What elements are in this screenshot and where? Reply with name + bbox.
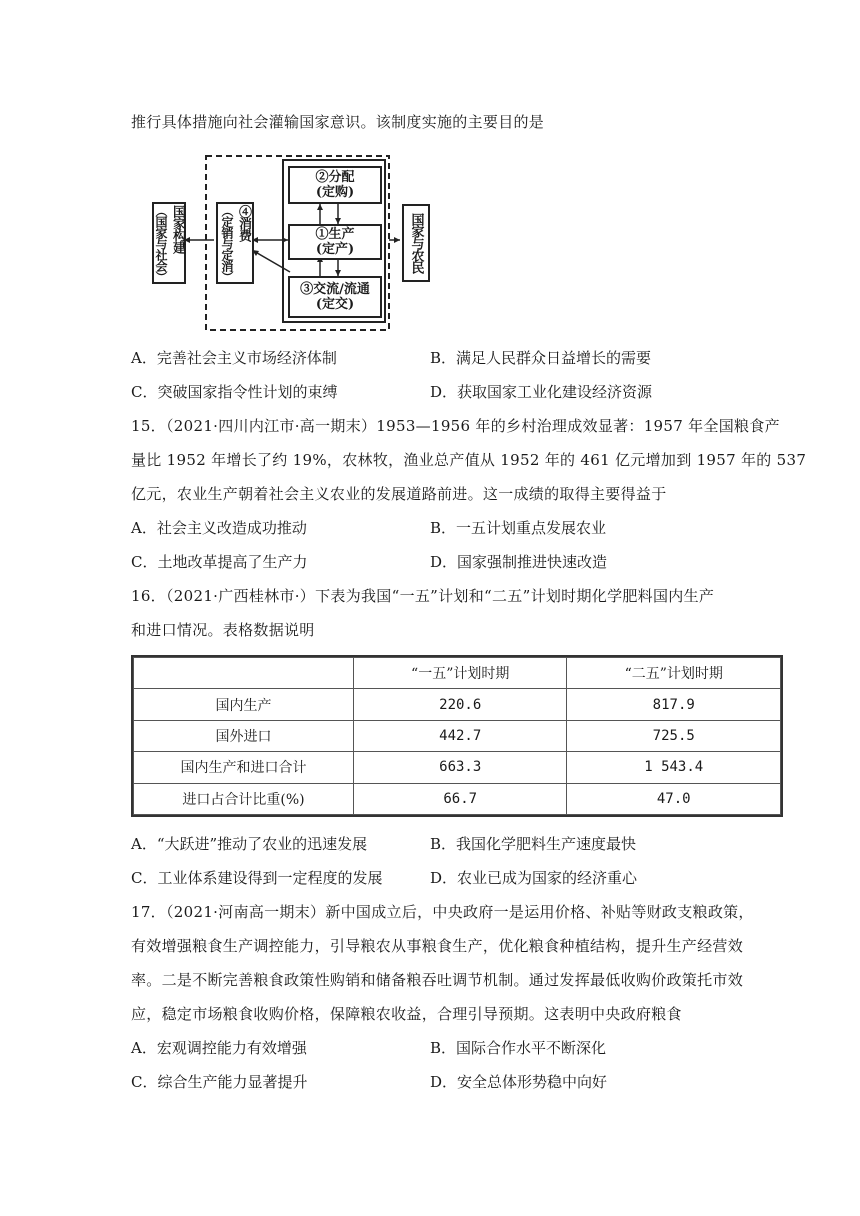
- box-production-note: (定产): [315, 242, 355, 257]
- table-header-cell: “二五”计划时期: [567, 658, 781, 689]
- q14-option-a[interactable]: A．完善社会主义市场经济体制: [131, 349, 337, 367]
- table-cell: 442.7: [353, 720, 567, 751]
- table-row: [134, 720, 781, 751]
- table-cell: 663.3: [353, 752, 567, 783]
- q17-option-a[interactable]: A．宏观调控能力有效增强: [131, 1039, 307, 1057]
- table-cell: 66.7: [353, 783, 567, 814]
- box-consumption-note: （定销与定消）: [220, 204, 234, 282]
- q16-stem-line-1: 16．（2021·广西桂林市·）下表为我国“一五”计划和“二五”计划时期化学肥料国内生产: [131, 587, 715, 605]
- fertilizer-table: [131, 655, 783, 817]
- box-circulation: [288, 276, 382, 318]
- q17-stem-line-4: 应，稳定市场粮食收购价格，保障粮农收益，合理引导预期。这表明中央政府粮食: [131, 1005, 682, 1023]
- box-circulation-note: (定交): [315, 297, 355, 312]
- table-header-cell: [134, 658, 354, 689]
- q14-option-b[interactable]: B．满足人民群众日益增长的需要: [430, 349, 652, 367]
- box-circulation-title: ③交流/流通: [300, 282, 370, 297]
- box-state-building-note: （国家与社会）: [154, 204, 168, 282]
- q17-option-c[interactable]: C．综合生产能力显著提升: [131, 1073, 308, 1091]
- q15-stem-line-2: 量比 1952 年增长了约 19%，农林牧，渔业总产值从 1952 年的 461 亿元增加到 1957 年的 537: [131, 451, 807, 469]
- q14-option-d[interactable]: D．获取国家工业化建设经济资源: [430, 383, 653, 401]
- table-cell: 817.9: [567, 689, 781, 720]
- table-header-row: [134, 658, 781, 689]
- table-cell: 220.6: [353, 689, 567, 720]
- q17-stem-line-3: 率。二是不断完善粮食政策性购销和储备粮吞吐调节机制。通过发挥最低收购价政策托市效: [131, 971, 744, 989]
- table-row-label: 国内生产和进口合计: [134, 752, 354, 783]
- q16-option-a[interactable]: A．“大跃进”推动了农业的迅速发展: [131, 835, 368, 853]
- q16-option-d[interactable]: D．农业已成为国家的经济重心: [430, 869, 638, 887]
- table-row-label: 进口占合计比重(%): [134, 783, 354, 814]
- q16-option-b[interactable]: B．我国化学肥料生产速度最快: [430, 835, 637, 853]
- q16-stem-line-2: 和进口情况。表格数据说明: [131, 621, 315, 639]
- q15-option-d[interactable]: D．国家强制推进快速改造: [430, 553, 608, 571]
- q14-option-c[interactable]: C．突破国家指令性计划的束缚: [131, 383, 338, 401]
- box-distribution-title: ②分配: [315, 170, 355, 185]
- table-row: [134, 752, 781, 783]
- box-distribution-note: (定购): [315, 185, 355, 200]
- q17-stem-line-1: 17．（2021·河南高一期末）新中国成立后，中央政府一是运用价格、补贴等财政支粮政策，: [131, 903, 754, 921]
- q17-stem-line-2: 有效增强粮食生产调控能力，引导粮农从事粮食生产，优化粮食种植结构，提升生产经营效: [131, 937, 744, 955]
- table-row-label: 国内生产: [134, 689, 354, 720]
- table-cell: 725.5: [567, 720, 781, 751]
- flow-diagram: [148, 152, 438, 334]
- table-row-label: 国外进口: [134, 720, 354, 751]
- q15-option-c[interactable]: C．土地改革提高了生产力: [131, 553, 308, 571]
- q15-stem-line-1: 15．（2021·四川内江市·高一期末）1953—1956 年的乡村治理成效显著：1957 年全国粮食产: [131, 417, 780, 435]
- q17-option-b[interactable]: B．国际合作水平不断深化: [430, 1039, 607, 1057]
- box-state-farmers-title: 国家与农民: [408, 213, 424, 273]
- box-production: [288, 224, 382, 260]
- box-consumption: [216, 202, 254, 284]
- box-state-building-title: 国家构建: [170, 204, 185, 253]
- q15-option-b[interactable]: B．一五计划重点发展农业: [430, 519, 607, 537]
- q15-option-a[interactable]: A．社会主义改造成功推动: [131, 519, 307, 537]
- table-row: [134, 783, 781, 814]
- q17-option-d[interactable]: D．安全总体形势稳中向好: [430, 1073, 608, 1091]
- box-production-title: ①生产: [315, 227, 355, 242]
- box-consumption-title: ④消费: [236, 204, 251, 241]
- table-header-cell: “一五”计划时期: [353, 658, 567, 689]
- table-cell: 47.0: [567, 783, 781, 814]
- box-distribution: [288, 166, 382, 204]
- box-state-farmers: [402, 204, 430, 282]
- box-state-building: [152, 202, 186, 284]
- q15-stem-line-3: 亿元，农业生产朝着社会主义农业的发展道路前进。这一成绩的取得主要得益于: [131, 485, 667, 503]
- table-cell: 1 543.4: [567, 752, 781, 783]
- table-row: [134, 689, 781, 720]
- q16-option-c[interactable]: C．工业体系建设得到一定程度的发展: [131, 869, 383, 887]
- question-14-stem-tail: 推行具体措施向社会灌输国家意识。该制度实施的主要目的是: [131, 113, 545, 131]
